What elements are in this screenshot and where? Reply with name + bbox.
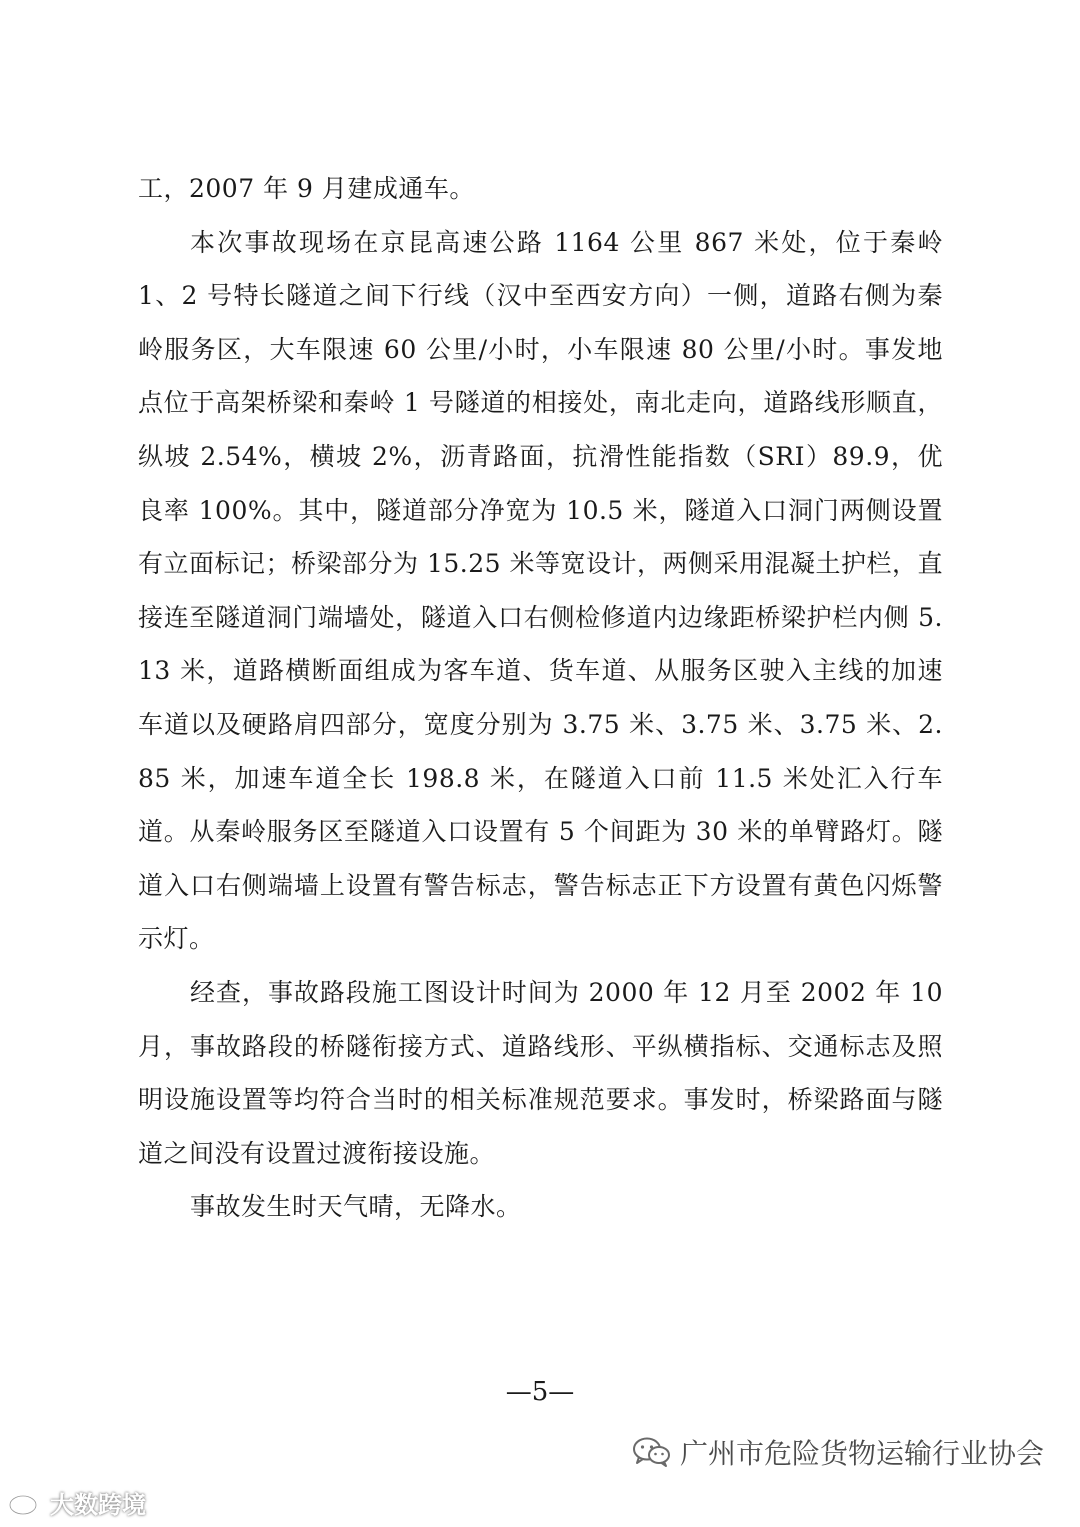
paragraph-3: 经查，事故路段施工图设计时间为 2000 年 12 月至 2002 年 10 月，事故路段的桥隧衔接方式、道路线形、平纵横指标、交通标志及照明设施设置等均符合当时的相关标准规范要求。事发时，桥梁路面与隧道之间没有设置过渡衔接设施。 <box>138 977 943 1168</box>
corner-watermark-text: 大数跨境 <box>50 1491 146 1519</box>
wechat-icon <box>632 1436 672 1468</box>
document-body <box>138 162 943 1234</box>
paragraph-4: 事故发生时天气晴，无降水。 <box>190 1192 522 1222</box>
page-number: —5— <box>505 1377 575 1407</box>
paragraph-1: 工，2007 年 9 月建成通车。 <box>138 174 475 203</box>
weibo-icon <box>8 1490 44 1516</box>
wechat-account-name: 广州市危险货物运输行业协会 <box>679 1437 1044 1470</box>
paragraph-2: 本次事故现场在京昆高速公路 1164 公里 867 米处，位于秦岭 1、2 号特长隧道之间下行线（汉中至西安方向）一侧，道路右侧为秦岭服务区，大车限速 60 公里/小时，小车限速 80 公里/小时。事发地点位于高架桥梁和秦岭 1 号隧道的相接处，南北走向，道路线形顺直，纵坡 2.54%，横坡 2%，沥青路面，抗滑性能指数（SRI）89.9，优良率 100%。其中，隧道部分净宽为 10.5 米，隧道入口洞门两侧设置有立面标记；桥梁部分为 15.25 米等宽设计，两侧采用混凝土护栏，直接连至隧道洞门端墙处，隧道入口右侧检修道内边缘距桥梁护栏内侧 5.13 米，道路横断面组成为客车道、货车道、从服务区驶入主线的加速车道以及硬路肩四部分，宽度分别为 3.75 米、3.75 米、3.75 米、2.85 米，加速车道全长 198.8 米，在隧道入口前 11.5 米处汇入行车道。从秦岭服务区至隧道入口设置有 5 个间距为 30 米的单臂路灯。隧道入口右侧端墙上设置有警告标志，警告标志正下方设置有黄色闪烁警示灯。 <box>138 227 943 954</box>
wechat-watermark <box>632 1432 1044 1472</box>
corner-watermark <box>8 1485 146 1520</box>
